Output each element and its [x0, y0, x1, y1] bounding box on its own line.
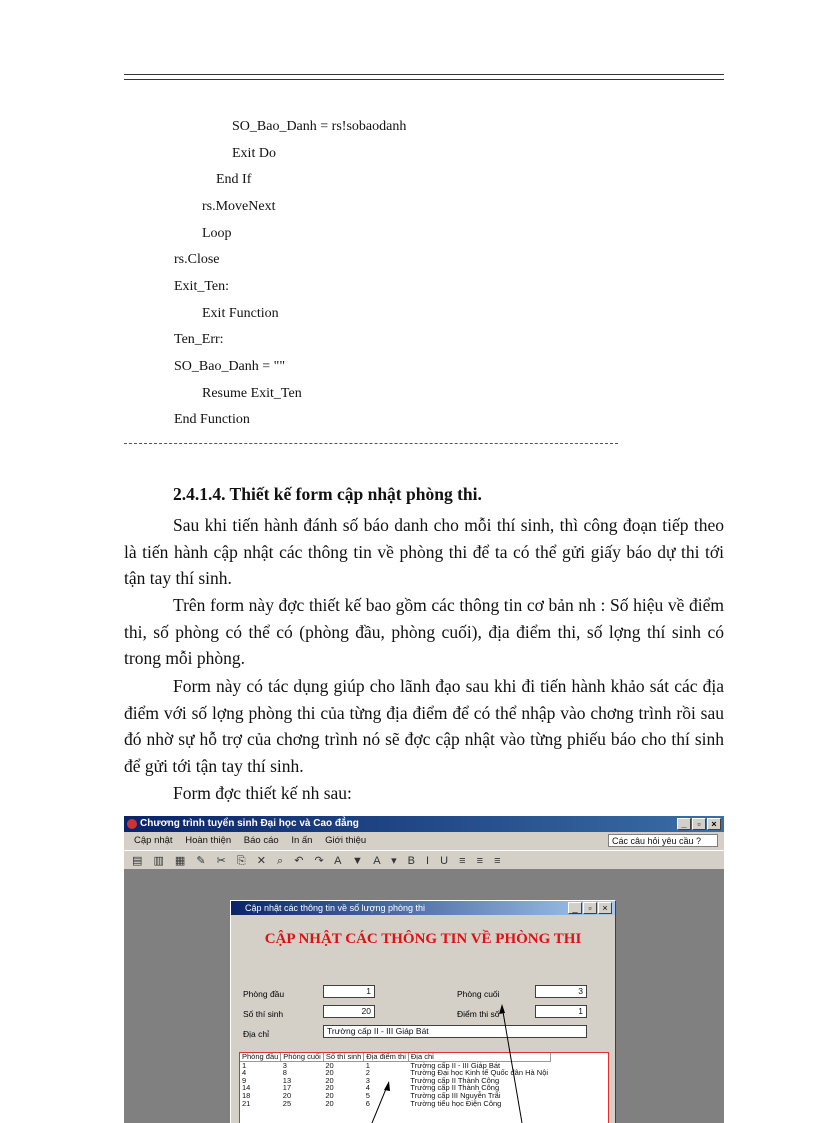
- table-cell: Trường cấp II Thành Công: [410, 1075, 500, 1085]
- table-cell: 18: [242, 1090, 251, 1100]
- table-cell: Trường Đại học Kinh tế Quốc dân Hà Nội: [410, 1068, 549, 1078]
- diem-thi-label: Điểm thi số: [457, 1009, 500, 1019]
- dia-chi-input[interactable]: Trường cấp II - III Giáp Bát: [323, 1025, 587, 1038]
- form-restore-icon[interactable]: ▫: [583, 902, 597, 914]
- table-cell: 1: [365, 1060, 370, 1070]
- table-cell: 6: [365, 1098, 370, 1108]
- table-cell: 20: [325, 1090, 334, 1100]
- table-cell: 25: [282, 1098, 292, 1108]
- table-cell: 17: [282, 1083, 292, 1093]
- menu-in-an[interactable]: In ấn: [291, 835, 313, 846]
- diem-thi-input[interactable]: 1: [535, 1005, 587, 1018]
- toolbar: [124, 850, 724, 870]
- table-cell: 20: [325, 1083, 334, 1093]
- code-line: rs.MoveNext: [202, 199, 276, 214]
- menu-gioi-thieu[interactable]: Giới thiệu: [325, 835, 367, 846]
- help-search-input[interactable]: Các câu hỏi yêu cầu ?: [608, 834, 718, 847]
- form-minimize-icon[interactable]: _: [568, 902, 582, 914]
- menu-hoan-thien[interactable]: Hoàn thiện: [185, 835, 232, 846]
- header-rule: [124, 74, 724, 80]
- paragraph-4: Form đợc thiết kế nh sau:: [173, 783, 352, 803]
- app-icon: [127, 819, 137, 829]
- table-cell: 4: [242, 1068, 247, 1078]
- form-close-icon[interactable]: ×: [598, 902, 612, 914]
- arrow-head-2: [384, 1081, 390, 1091]
- close-icon[interactable]: ×: [707, 818, 721, 830]
- arrow-head-1: [499, 1004, 505, 1014]
- table-cell: 20: [282, 1090, 292, 1100]
- table-cell: Trường cấp II - III Giáp Bát: [410, 1060, 501, 1070]
- table-cell: 20: [325, 1075, 334, 1085]
- column-header[interactable]: Phòng đầu: [240, 1053, 281, 1061]
- table-cell: 4: [365, 1083, 370, 1093]
- table-cell: 8: [282, 1068, 287, 1078]
- column-header[interactable]: Phòng cuối: [281, 1053, 324, 1061]
- dia-chi-label: Địa chỉ: [243, 1029, 269, 1039]
- phong-cuoi-input[interactable]: 3: [535, 985, 587, 998]
- form-title-bar: [231, 901, 615, 915]
- column-header[interactable]: Địa điểm thi: [364, 1053, 409, 1061]
- form-header: CẬP NHẬT CÁC THÔNG TIN VỀ PHÒNG THI: [264, 931, 582, 947]
- code-line: Exit_Ten:: [174, 279, 230, 294]
- code-line: Loop: [202, 226, 232, 241]
- code-line: End Function: [174, 412, 250, 427]
- table-cell: Trường cấp II Thành Công: [410, 1083, 500, 1093]
- paragraph-2: Trên form này đợc thiết kế bao gồm các thông tin cơ bản nh : Số hiệu về điểm thi, số phòng có thể có (phòng đầu, phòng cuối), địa điểm thi, số lợng thí sinh có trong mỗi phòng.: [124, 595, 724, 669]
- code-line: Exit Function: [202, 306, 279, 321]
- table-cell: 5: [365, 1090, 370, 1100]
- table-cell: 9: [242, 1075, 247, 1085]
- phong-dau-input[interactable]: 1: [323, 985, 375, 998]
- table-cell: 2: [365, 1068, 370, 1078]
- table-cell: 21: [242, 1098, 251, 1108]
- so-thi-sinh-input[interactable]: 20: [323, 1005, 375, 1018]
- table-cell: 13: [282, 1075, 292, 1085]
- app-screenshot: [124, 816, 724, 1123]
- arrow-line-1: [502, 1006, 522, 1123]
- table-cell: 3: [365, 1075, 370, 1085]
- menu-cap-nhat[interactable]: Cập nhật: [134, 835, 173, 846]
- restore-icon[interactable]: ▫: [692, 818, 706, 830]
- table-cell: 3: [282, 1060, 287, 1070]
- column-header[interactable]: Địa chỉ: [408, 1053, 550, 1061]
- minimize-icon[interactable]: _: [677, 818, 691, 830]
- table-cell: 1: [242, 1060, 247, 1070]
- app-title: Chương trình tuyển sinh Đại học và Cao đẳng: [140, 818, 359, 829]
- annotation-arrows: [354, 996, 524, 1123]
- separator-line: [124, 443, 618, 444]
- table-cell: 14: [242, 1083, 251, 1093]
- table-cell: Trường cấp III Nguyễn Trãi: [410, 1090, 501, 1100]
- paragraph-1: Sau khi tiến hành đánh số báo danh cho mỗi thí sinh, thì công đoạn tiếp theo là tiến hành cập nhật các thông tin về phòng thi để ta có thể gửi giấy báo dự thi tới tận tay thí sinh.: [124, 515, 724, 589]
- code-line: SO_Bao_Danh = rs!sobaodanh: [232, 119, 407, 134]
- code-line: rs.Close: [174, 252, 220, 267]
- paragraph-3: Form này có tác dụng giúp cho lãnh đạo sau khi đi tiến hành khảo sát các địa điểm với số lợng phòng thi của từng địa điểm để có thể nhập vào chơng trình rồi sau đó nhờ sự hỗ trợ của chơng trình nó sẽ đợc cập nhật vào từng phiếu báo cho thí sinh để gửi tới tận tay thí sinh.: [124, 676, 724, 776]
- phong-dau-label: Phòng đầu: [243, 989, 285, 999]
- form-title: Cập nhật các thông tin về số lượng phòng thi: [245, 903, 426, 913]
- table-cell: 20: [325, 1098, 334, 1108]
- code-line: SO_Bao_Danh = "": [174, 359, 286, 374]
- code-line: Ten_Err:: [174, 332, 224, 347]
- code-line: Resume Exit_Ten: [202, 386, 302, 401]
- table-cell: 20: [325, 1068, 334, 1078]
- table-cell: Trường tiểu học Điện Công: [410, 1098, 502, 1108]
- so-thi-sinh-label: Số thí sinh: [243, 1009, 284, 1019]
- code-line: End If: [216, 172, 252, 187]
- column-header[interactable]: Số thí sinh: [323, 1053, 363, 1061]
- menu-bao-cao[interactable]: Báo cáo: [243, 835, 279, 846]
- phong-cuoi-label: Phòng cuối: [457, 989, 500, 999]
- app-title-bar: [124, 816, 724, 832]
- section-heading: 2.4.1.4. Thiết kế form cập nhật phòng thi.: [173, 484, 482, 504]
- code-line: Exit Do: [232, 146, 276, 161]
- table-cell: 20: [325, 1060, 334, 1070]
- toolbar-icons[interactable]: ▤ ▥ ▦ ✎ ✂ ⎘ ✕ ⌕ ↶ ↷ A ▼ A ▾ B I U ≡ ≡ ≡: [132, 855, 505, 867]
